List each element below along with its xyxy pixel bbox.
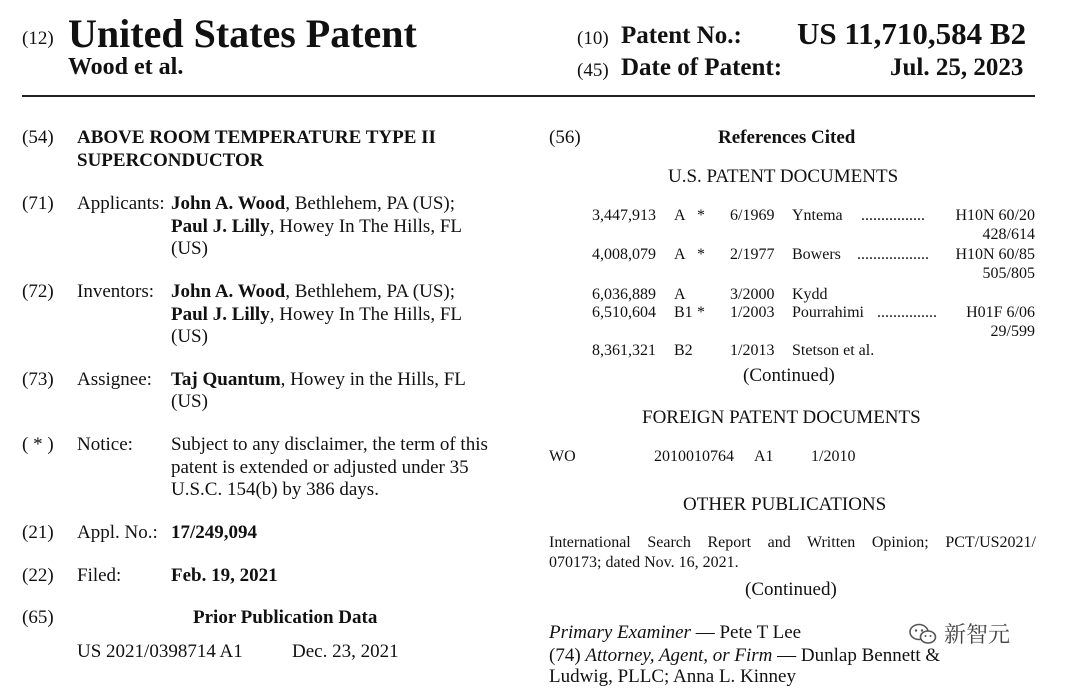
us-patent-leader-dots: ............... <box>877 304 937 321</box>
assignee-label: Assignee: <box>77 369 152 390</box>
us-patent-kind: B1 <box>674 304 693 321</box>
us-patent-name: Yntema <box>792 207 843 224</box>
prior-publication-date: Dec. 23, 2021 <box>292 641 399 662</box>
applicant-1 <box>171 193 455 215</box>
code-12: (12) <box>22 28 54 49</box>
title-code: (54) <box>22 127 54 148</box>
patent-number: US 11,710,584 B2 <box>797 16 1027 51</box>
patent-date: Jul. 25, 2023 <box>890 54 1024 81</box>
other-publications-heading: OTHER PUBLICATIONS <box>683 494 887 515</box>
prior-publication-heading: Prior Publication Data <box>193 607 378 628</box>
foreign-doc-kind: A1 <box>754 448 774 465</box>
applicant-2 <box>171 216 462 238</box>
attorney-name: — Dunlap Bennett & <box>772 645 941 666</box>
inventor-1-location: , Bethlehem, PA (US); <box>285 281 456 302</box>
us-patent-kind: A <box>674 207 686 224</box>
us-patent-kind: B2 <box>674 342 693 359</box>
attorney <box>549 645 940 667</box>
us-patent-name: Kydd <box>792 286 828 303</box>
appl-number: 17/249,094 <box>171 522 258 543</box>
inventor-2-country: (US) <box>171 326 208 347</box>
inventor-1 <box>171 281 455 303</box>
us-patent-number: 8,361,321 <box>592 342 656 359</box>
patent-authors: Wood et al. <box>68 54 184 80</box>
inventor-1-name: John A. Wood <box>171 281 286 302</box>
attorney-label: Attorney, Agent, or Firm <box>585 645 773 666</box>
notice-line-2: patent is extended or adjusted under 35 <box>171 457 469 478</box>
references-heading: References Cited <box>718 127 856 148</box>
us-patent-classification-secondary: 505/805 <box>982 265 1035 282</box>
header-rule <box>22 95 1035 97</box>
wechat-icon <box>908 622 938 646</box>
date-label: Date of Patent: <box>621 54 783 81</box>
applicant-2-country: (US) <box>171 238 208 259</box>
us-patent-name: Pourrahimi <box>792 304 864 321</box>
foreign-patent-documents-heading: FOREIGN PATENT DOCUMENTS <box>642 407 921 428</box>
invention-title-line1: ABOVE ROOM TEMPERATURE TYPE II <box>77 127 436 148</box>
us-patent-star: * <box>697 304 705 321</box>
us-patent-leader-dots: .................. <box>857 246 929 263</box>
attorney-code: (74) <box>549 645 581 666</box>
us-patent-name: Bowers <box>792 246 841 263</box>
us-patent-date: 1/2013 <box>730 342 775 359</box>
applicants-code: (71) <box>22 193 54 214</box>
invention-title-line2: SUPERCONDUCTOR <box>77 150 264 171</box>
us-patent-number: 4,008,079 <box>592 246 656 263</box>
assignee-location: , Howey in the Hills, FL <box>280 369 466 390</box>
inventor-2-name: Paul J. Lilly <box>171 304 270 325</box>
us-patent-classification: H10N 60/85 <box>955 246 1035 263</box>
us-patent-date: 2/1977 <box>730 246 775 263</box>
applicant-2-name: Paul J. Lilly <box>171 216 270 237</box>
applicants-label: Applicants: <box>77 193 165 214</box>
watermark <box>908 618 1010 649</box>
foreign-doc-number: 2010010764 <box>654 448 734 465</box>
us-patent-classification-secondary: 29/599 <box>990 323 1035 340</box>
us-patent-number: 3,447,913 <box>592 207 656 224</box>
us-patent-classification: H10N 60/20 <box>955 207 1035 224</box>
us-patent-documents-heading: U.S. PATENT DOCUMENTS <box>668 166 899 187</box>
primary-examiner-label: Primary Examiner <box>549 622 691 643</box>
notice-line-1: Subject to any disclaimer, the term of this <box>171 434 488 455</box>
us-patent-number: 6,036,889 <box>592 286 656 303</box>
code-10: (10) <box>577 28 609 49</box>
us-patent-date: 3/2000 <box>730 286 775 303</box>
us-patent-star: * <box>697 246 705 263</box>
appl-label: Appl. No.: <box>77 522 158 543</box>
assignee-country: (US) <box>171 391 208 412</box>
assignee <box>171 369 466 391</box>
us-patent-date: 6/1969 <box>730 207 775 224</box>
filed-label: Filed: <box>77 565 122 586</box>
applicant-1-name: John A. Wood <box>171 193 286 214</box>
filed-date: Feb. 19, 2021 <box>171 565 278 586</box>
primary-examiner-name: — Pete T Lee <box>690 622 802 643</box>
inventor-2 <box>171 304 462 326</box>
filed-code: (22) <box>22 565 54 586</box>
inventor-2-location: , Howey In The Hills, FL <box>269 304 462 325</box>
patent-no-label: Patent No.: <box>621 22 742 49</box>
inventors-code: (72) <box>22 281 54 302</box>
us-patent-name: Stetson et al. <box>792 342 875 359</box>
us-patent-number: 6,510,604 <box>592 304 656 321</box>
assignee-code: (73) <box>22 369 54 390</box>
notice-code: ( * ) <box>22 434 54 455</box>
us-patent-date: 1/2003 <box>730 304 775 321</box>
us-patent-kind: A <box>674 286 686 303</box>
prior-publication-number: US 2021/0398714 A1 <box>77 641 243 662</box>
us-patent-kind: A <box>674 246 686 263</box>
references-code: (56) <box>549 127 581 148</box>
applicant-2-location: , Howey In The Hills, FL <box>269 216 462 237</box>
prior-code: (65) <box>22 607 54 628</box>
us-patent-classification: H01F 6/06 <box>966 304 1035 321</box>
primary-examiner <box>549 622 801 644</box>
other-publication-line-1: International Search Report and Written Opinion; PCT/US2021/ <box>549 534 1036 551</box>
us-patent-classification-secondary: 428/614 <box>982 226 1035 243</box>
appl-code: (21) <box>22 522 54 543</box>
foreign-doc-date: 1/2010 <box>811 448 856 465</box>
us-docs-continued: (Continued) <box>743 365 835 386</box>
foreign-doc-country: WO <box>549 448 576 465</box>
applicant-1-location: , Bethlehem, PA (US); <box>285 193 456 214</box>
attorney-line-2: Ludwig, PLLC; Anna L. Kinney <box>549 666 796 687</box>
other-publication-line-2: 070173; dated Nov. 16, 2021. <box>549 554 739 571</box>
us-patent-leader-dots: ................ <box>861 207 925 224</box>
us-patent-star: * <box>697 207 705 224</box>
patent-title: United States Patent <box>68 11 417 56</box>
code-45: (45) <box>577 60 609 81</box>
watermark-text: 新智元 <box>944 623 1011 648</box>
assignee-name: Taj Quantum <box>171 369 281 390</box>
other-publications-continued: (Continued) <box>745 579 837 600</box>
notice-line-3: U.S.C. 154(b) by 386 days. <box>171 479 379 500</box>
inventors-label: Inventors: <box>77 281 155 302</box>
notice-label: Notice: <box>77 434 133 455</box>
